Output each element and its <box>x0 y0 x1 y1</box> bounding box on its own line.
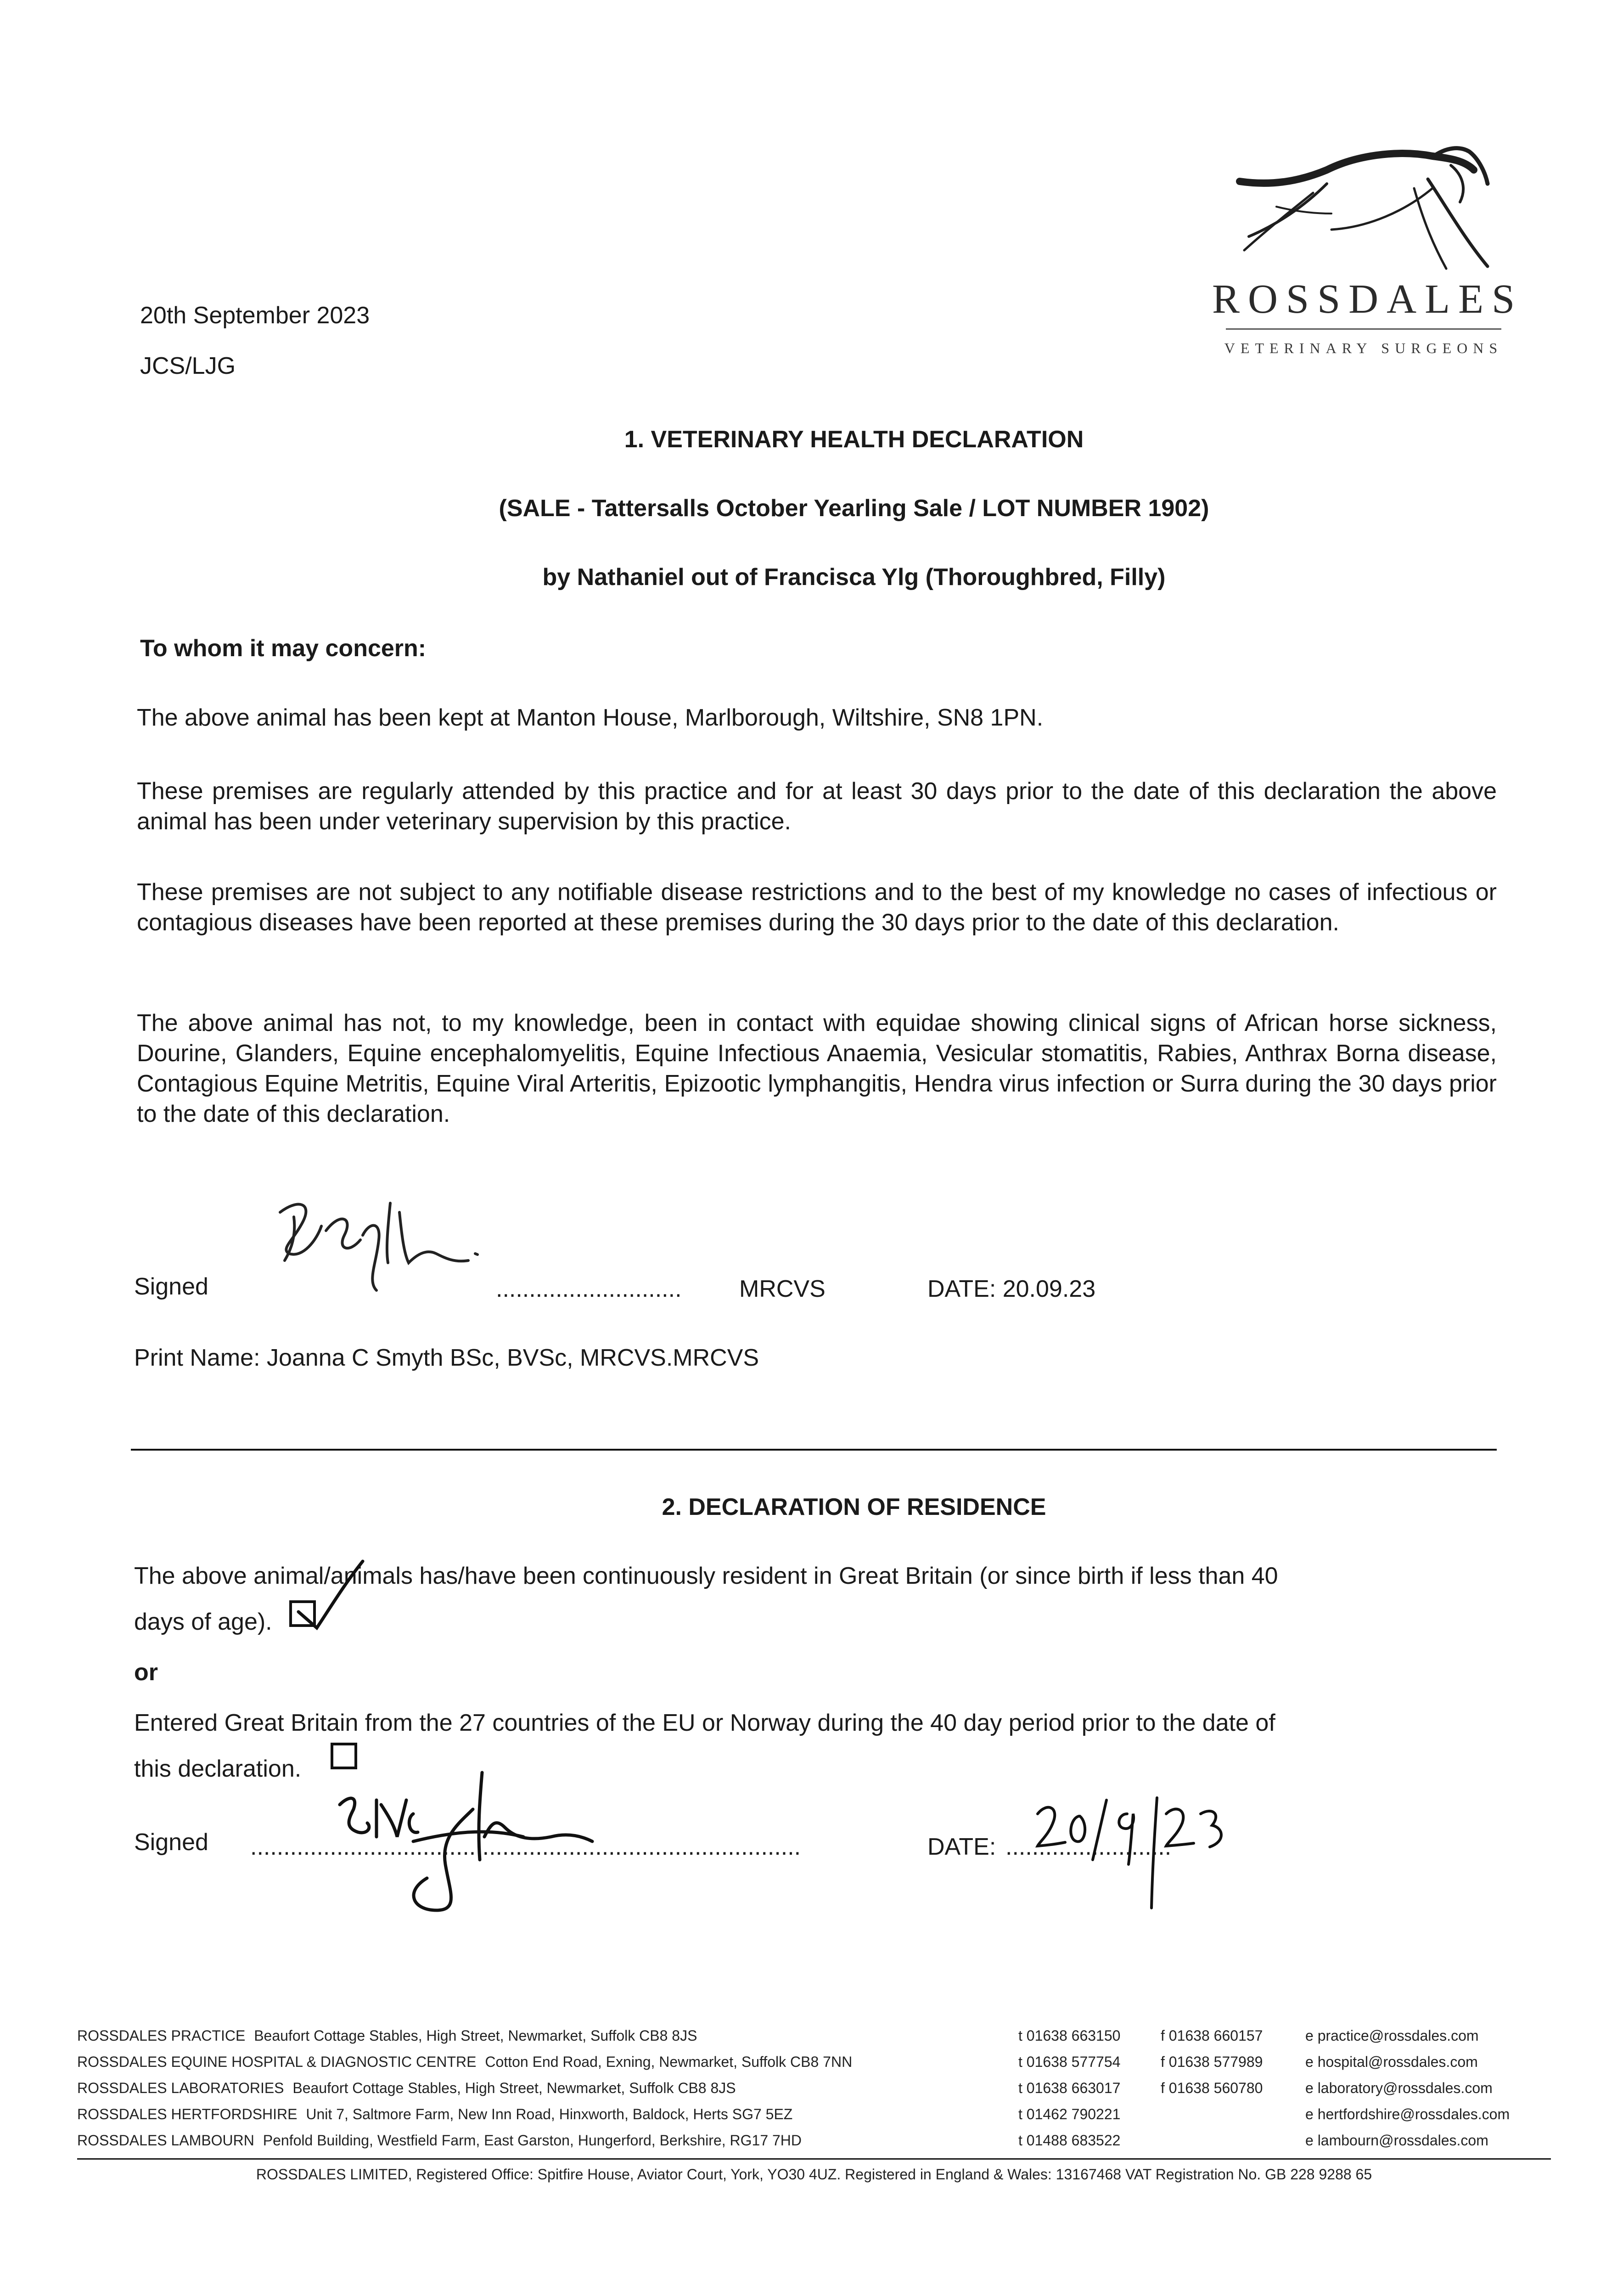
office-fax: f 01638 560780 <box>1161 2080 1263 2096</box>
checkmark-icon <box>285 1557 376 1635</box>
salutation: To whom it may concern: <box>140 635 427 662</box>
office-email[interactable]: e hertfordshire@rossdales.com <box>1305 2106 1510 2122</box>
footer-divider <box>77 2158 1551 2160</box>
office-tel: t 01638 577754 <box>1018 2054 1121 2070</box>
section-divider <box>131 1449 1497 1451</box>
signature-image <box>271 1185 500 1304</box>
horse-logo-icon <box>1230 138 1497 276</box>
office-email[interactable]: e hospital@rossdales.com <box>1305 2054 1478 2070</box>
footer-office-row <box>77 2075 1546 2101</box>
logo-divider <box>1226 328 1501 330</box>
footer <box>77 2023 1546 2154</box>
or-label: or <box>134 1659 158 1686</box>
residence-line1: The above animal/animals has/have been continuously resident in Great Britain (or since birth if less than 40 <box>134 1563 1278 1589</box>
handwritten-date <box>1028 1795 1235 1915</box>
office-tel: t 01462 790221 <box>1018 2106 1121 2122</box>
logo-wordmark: ROSSDALES <box>1212 276 1523 322</box>
footer-office-row <box>77 2127 1546 2154</box>
office-name: ROSSDALES LABORATORIES <box>77 2080 284 2096</box>
section2-signature-line: ................................................................................... <box>250 1834 801 1860</box>
footer-office-row <box>77 2101 1546 2127</box>
office-fax: f 01638 577989 <box>1161 2054 1263 2070</box>
company-registration: ROSSDALES LIMITED, Registered Office: Spitfire House, Aviator Court, York, YO30 4UZ. Registered in England & Wales: 13167468 VAT Registration No. GB 228 9288 65 <box>256 2166 1372 2183</box>
sale-lot-subtitle: (SALE - Tattersalls October Yearling Sale / LOT NUMBER 1902) <box>499 495 1209 522</box>
company-logo <box>1212 138 1523 367</box>
office-tel: t 01488 683522 <box>1018 2132 1121 2149</box>
entered-line2: this declaration. <box>134 1756 302 1782</box>
office-email[interactable]: e laboratory@rossdales.com <box>1305 2080 1493 2096</box>
office-address: Beaufort Cottage Stables, High Street, Newmarket, Suffolk CB8 8JS <box>292 2080 736 2096</box>
logo-subtitle: VETERINARY SURGEONS <box>1224 340 1503 356</box>
office-address: Penfold Building, Westfield Farm, East Garston, Hungerford, Berkshire, RG17 7HD <box>263 2132 802 2149</box>
mrcvs-label: MRCVS <box>739 1276 826 1302</box>
section2-date-line: ......................... <box>1005 1834 1172 1860</box>
office-email[interactable]: e lambourn@rossdales.com <box>1305 2132 1488 2149</box>
footer-office-row <box>77 2049 1546 2075</box>
office-name: ROSSDALES HERTFORDSHIRE <box>77 2106 298 2122</box>
footer-office-row <box>77 2023 1546 2049</box>
letter-reference: JCS/LJG <box>140 353 236 379</box>
section1-title: 1. VETERINARY HEALTH DECLARATION <box>624 426 1084 453</box>
section2-title: 2. DECLARATION OF RESIDENCE <box>662 1494 1046 1520</box>
office-name: ROSSDALES EQUINE HOSPITAL & DIAGNOSTIC CENTRE <box>77 2054 477 2070</box>
print-name: Print Name: Joanna C Smyth BSc, BVSc, MRCVS.MRCVS <box>134 1345 759 1371</box>
section2-date-label: DATE: <box>927 1834 996 1860</box>
signature-image <box>321 1745 615 1919</box>
office-address: Cotton End Road, Exning, Newmarket, Suffolk CB8 7NN <box>485 2054 853 2070</box>
disease-restrictions-paragraph: These premises are not subject to any notifiable disease restrictions and to the best of my knowledge no cases of infectious or contagious diseases have been reported at these premises during the 30 days prior to the date of this declaration. <box>137 879 1497 936</box>
office-tel: t 01638 663150 <box>1018 2027 1121 2044</box>
section1-signature-line: ............................ <box>496 1276 682 1302</box>
residence-line2: days of age). <box>134 1609 272 1635</box>
office-address: Unit 7, Saltmore Farm, New Inn Road, Hinxworth, Baldock, Herts SG7 5EZ <box>306 2106 793 2122</box>
supervision-paragraph: These premises are regularly attended by this practice and for at least 30 days prior to the date of this declaration the above animal has been under veterinary supervision by this practice. <box>137 778 1497 835</box>
office-address: Beaufort Cottage Stables, High Street, Newmarket, Suffolk CB8 8JS <box>254 2027 697 2044</box>
equidae-contact-paragraph: The above animal has not, to my knowledge, been in contact with equidae showing clinical signs of African horse sickness, Dourine, Glanders, Equine encephalomyelitis, Equine Infectious Anaemia, Vesicular stomatitis, Rabies, Anthrax Borna disease, Contagious Equine Metritis, Equine Viral Arteritis, Epizootic lymphangitis, Hendra virus infection or Surra during the 30 days prior to the date of this declaration. <box>137 1010 1497 1127</box>
horse-description: by Nathaniel out of Francisca Ylg (Thoroughbred, Filly) <box>542 564 1166 591</box>
office-email[interactable]: e practice@rossdales.com <box>1305 2027 1479 2044</box>
section1-signed-label: Signed <box>134 1273 208 1300</box>
office-name: ROSSDALES LAMBOURN <box>77 2132 254 2149</box>
office-tel: t 01638 663017 <box>1018 2080 1121 2096</box>
section2-signed-label: Signed <box>134 1829 208 1856</box>
premises-paragraph: The above animal has been kept at Manton House, Marlborough, Wiltshire, SN8 1PN. <box>137 704 1044 731</box>
letter-date: 20th September 2023 <box>140 302 370 329</box>
section1-date: DATE: 20.09.23 <box>927 1276 1096 1302</box>
entered-line1: Entered Great Britain from the 27 countries of the EU or Norway during the 40 day period prior to the date of <box>134 1710 1275 1736</box>
office-name: ROSSDALES PRACTICE <box>77 2027 246 2044</box>
office-fax: f 01638 660157 <box>1161 2027 1263 2044</box>
